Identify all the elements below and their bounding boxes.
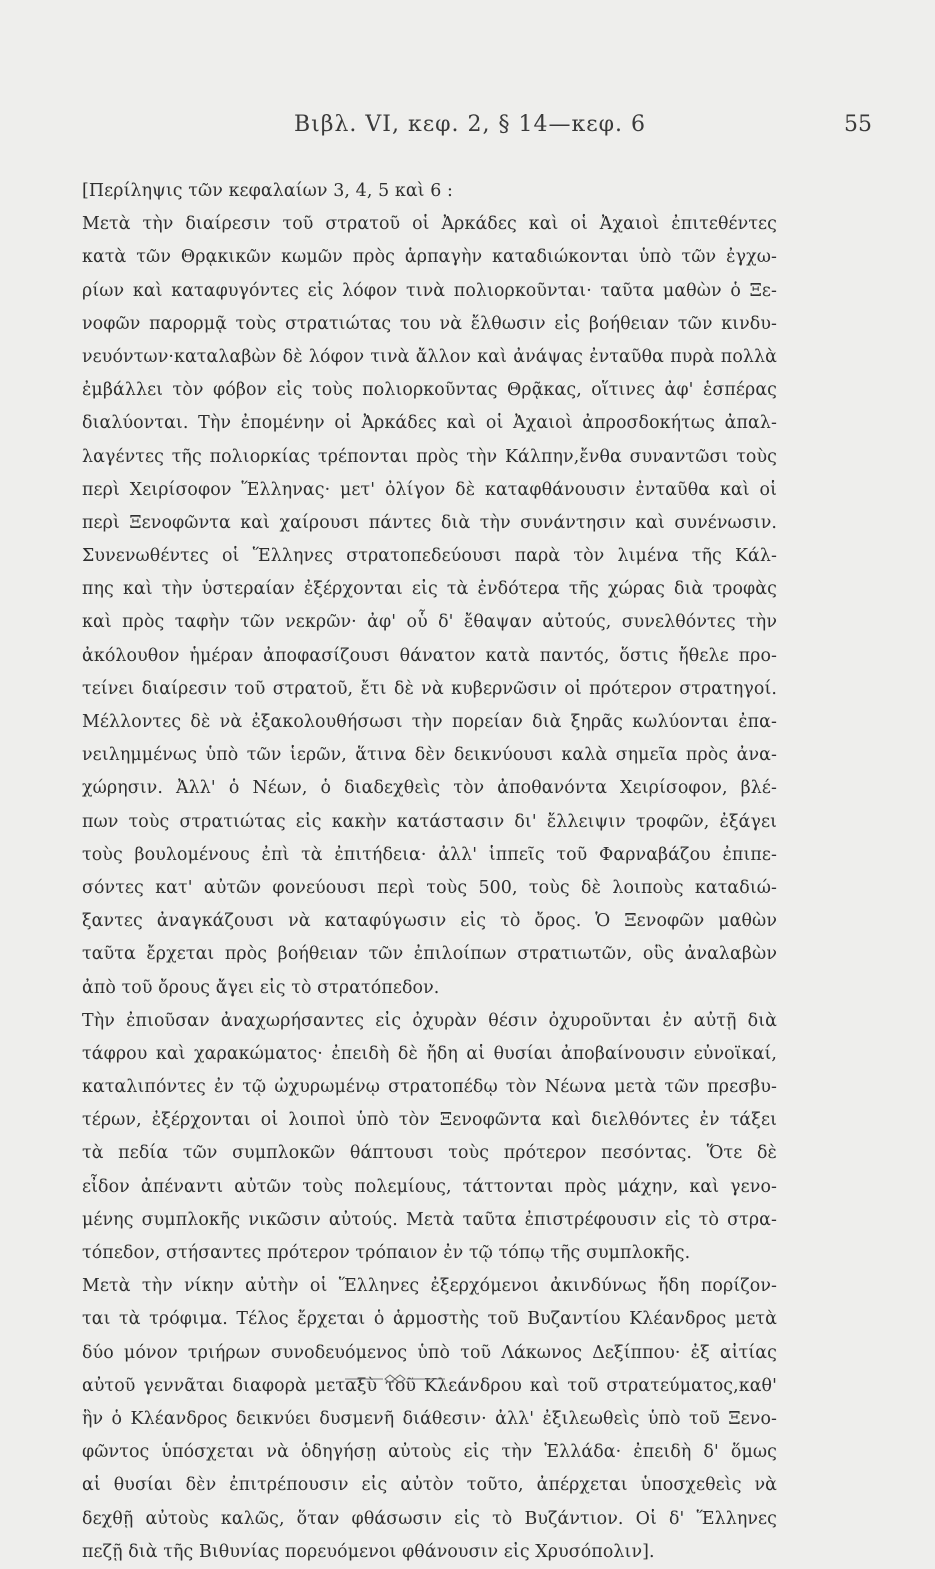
- text-line: Μετὰ τὴν διαίρεσιν τοῦ στρατοῦ οἱ Ἀρκάδες καὶ οἱ Ἀχαιοὶ ἐπιτεθέντες: [82, 214, 777, 235]
- text-line: ταῦτα ἔρχεται πρὸς βοήθειαν τῶν ἐπιλοίπων στρατιωτῶν, οὓς ἀναλαβὼν: [82, 944, 777, 965]
- text-line: τοὺς βουλομένους ἐπὶ τὰ ἐπιτήδεια· ἀλλ' ἱππεῖς τοῦ Φαρναβάζου ἐπιπε-: [82, 844, 777, 865]
- text-line: αὐτοῦ γεννᾶται διαφορὰ μεταξὺ τοῦ Κλεάνδρου καὶ τοῦ στρατεύματος,καθ': [82, 1375, 777, 1396]
- text-line: τάφρου καὶ χαρακώματος· ἐπειδὴ δὲ ἤδη αἱ θυσίαι ἀποβαίνουσιν εὐνοϊκαί,: [82, 1043, 777, 1064]
- text-line: χώρησιν. Ἀλλ' ὁ Νέων, ὁ διαδεχθεὶς τὸν ἀποθανόντα Χειρίσοφον, βλέ-: [82, 778, 777, 799]
- text-line: Μετὰ τὴν νίκην αὐτὴν οἱ Ἕλληνες ἐξερχόμενοι ἀκινδύνως ἤδη πορίζον-: [82, 1276, 777, 1297]
- text-line: σόντες κατ' αὐτῶν φονεύουσι περὶ τοὺς 500, τοὺς δὲ λοιποὺς καταδιώ-: [82, 877, 777, 898]
- text-line: πης καὶ τὴν ὑστεραίαν ἐξέρχονται εἰς τὰ ἐνδότερα τῆς χώρας διὰ τροφὰς: [82, 579, 777, 600]
- text-line: δεχθῇ αὐτοὺς καλῶς, ὅταν φθάσωσιν εἰς τὸ Βυζάντιον. Οἱ δ' Ἕλληνες: [82, 1508, 777, 1529]
- text-line: καὶ πρὸς ταφὴν τῶν νεκρῶν· ἀφ' οὗ δ' ἔθαψαν αὐτούς, συνελθόντες τὴν: [82, 612, 777, 633]
- text-line: φῶντος ὑπόσχεται νὰ ὁδηγήσῃ αὐτοὺς εἰς τὴν Ἑλλάδα· ἐπειδὴ δ' ὅμως: [82, 1442, 777, 1463]
- text-line: λαγέντες τῆς πολιορκίας τρέπονται πρὸς τὴν Κάλπην,ἔνθα συναντῶσι τοὺς: [82, 446, 777, 467]
- text-line: διαλύονται. Τὴν ἐπομένην οἱ Ἀρκάδες καὶ οἱ Ἀχαιοὶ ἀπροσδοκήτως ἀπαλ-: [82, 413, 777, 434]
- text-line: Μέλλοντες δὲ νὰ ἐξακολουθήσωσι τὴν πορείαν διὰ ξηρᾶς κωλύονται ἐπα-: [82, 712, 777, 732]
- text-line: τόπεδον, στήσαντες πρότερον τρόπαιον ἐν τῷ τόπῳ τῆς συμπλοκῆς.: [82, 1243, 691, 1263]
- text-line: περὶ Χειρίσοφον Ἕλληνας· μετ' ὀλίγον δὲ καταφθάνουσιν ἐνταῦθα καὶ οἱ: [82, 479, 777, 500]
- text-line: αἱ θυσίαι δὲν ἐπιτρέπουσιν εἰς αὐτὸν τοῦτο, ἀπέρχεται ὑποσχεθεὶς νὰ: [82, 1475, 777, 1496]
- text-line: ἐμβάλλει τὸν φόβον εἰς τοὺς πολιορκοῦντας Θρᾷκας, οἵτινες ἀφ' ἑσπέρας: [82, 380, 777, 401]
- text-line: Συνενωθέντες οἱ Ἕλληνες στρατοπεδεύουσι παρὰ τὸν λιμένα τῆς Κάλ-: [82, 546, 777, 567]
- text-line: κατὰ τῶν Θρᾳκικῶν κωμῶν πρὸς ἁρπαγὴν καταδιώκονται ὑπὸ τῶν ἐγχω-: [82, 247, 777, 268]
- ornamental-divider: [345, 1373, 445, 1385]
- text-line: τὰ πεδία τῶν συμπλοκῶν θάπτουσι τοὺς πρότερον πεσόντας. Ὅτε δὲ: [82, 1143, 777, 1164]
- text-line: ξαντες ἀναγκάζουσι νὰ καταφύγωσιν εἰς τὸ ὄρος. Ὁ Ξενοφῶν μαθὼν: [82, 911, 777, 932]
- page-header: [70, 112, 870, 142]
- page-number: 55: [844, 112, 872, 137]
- text-line: δύο μόνον τριήρων συνοδευόμενος ὑπὸ τοῦ Λάκωνος Δεξίππου· ἐξ αἰτίας: [82, 1342, 777, 1363]
- text-line: πεζῇ διὰ τῆς Βιθυνίας πορευόμενοι φθάνουσιν εἰς Χρυσόπολιν].: [82, 1541, 655, 1562]
- text-line: ρίων καὶ καταφυγόντες εἰς λόφον τινὰ πολιορκοῦνται· ταῦτα μαθὼν ὁ Ξε-: [82, 280, 777, 301]
- text-line: ἣν ὁ Κλέανδρος δεικνύει δυσμενῆ διάθεσιν· ἀλλ' ἐξιλεωθεὶς ὑπὸ τοῦ Ξενο-: [82, 1408, 777, 1429]
- running-title: Βιβλ. VI, κεφ. 2, § 14—κεφ. 6: [293, 112, 647, 137]
- text-line: περὶ Ξενοφῶντα καὶ χαίρουσι πάντες διὰ τὴν συνάντησιν καὶ συνένωσιν.: [82, 512, 777, 533]
- text-line: ἀκόλουθον ἡμέραν ἀποφασίζουσι θάνατον κατὰ παντός, ὅστις ἤθελε προ-: [82, 645, 777, 666]
- text-line: νειλημμένως ὑπὸ τῶν ἱερῶν, ἅτινα δὲν δεικνύουσι καλὰ σημεῖα πρὸς ἀνα-: [82, 745, 777, 766]
- text-line: καταλιπόντες ἐν τῷ ὠχυρωμένῳ στρατοπέδῳ τὸν Νέωνα μετὰ τῶν πρεσβυ-: [82, 1077, 777, 1098]
- text-line: νευόντων·καταλαβὼν δὲ λόφον τινὰ ἄλλον καὶ ἀνάψας ἐνταῦθα πυρὰ πολλὰ: [82, 346, 777, 367]
- summary-text: [82, 175, 777, 1569]
- text-line: τέρων, ἐξέρχονται οἱ λοιποὶ ὑπὸ τὸν Ξενοφῶντα καὶ διελθόντες ἐν τάξει: [82, 1110, 777, 1131]
- text-line: τείνει διαίρεσιν τοῦ στρατοῦ, ἔτι δὲ νὰ κυβερνῶσιν οἱ πρότερον στρατηγοί.: [82, 678, 777, 699]
- text-line: πων τοὺς στρατιώτας εἰς κακὴν κατάστασιν δι' ἔλλειψιν τροφῶν, ἐξάγει: [82, 811, 777, 832]
- text-line: μένης συμπλοκῆς νικῶσιν αὐτούς. Μετὰ ταῦτα ἐπιστρέφουσιν εἰς τὸ στρα-: [82, 1209, 777, 1230]
- text-line: ται τὰ τρόφιμα. Τέλος ἔρχεται ὁ ἁρμοστὴς τοῦ Βυζαντίου Κλέανδρος μετὰ: [82, 1309, 777, 1330]
- text-line: νοφῶν παρορμᾷ τοὺς στρατιώτας του νὰ ἔλθωσιν εἰς βοήθειαν τῶν κινδυ-: [82, 313, 777, 334]
- text-line: Τὴν ἐπιοῦσαν ἀναχωρήσαντες εἰς ὀχυρὰν θέσιν ὀχυροῦνται ἐν αὐτῇ διὰ: [82, 1010, 777, 1031]
- text-line: εἶδον ἀπέναντι αὐτῶν τοὺς πολεμίους, τάττονται πρὸς μάχην, καὶ γενο-: [82, 1176, 777, 1197]
- text-line: ἀπὸ τοῦ ὄρους ἄγει εἰς τὸ στρατόπεδον.: [82, 977, 440, 998]
- text-line: [Περίληψις τῶν κεφαλαίων 3, 4, 5 καὶ 6 :: [82, 181, 453, 201]
